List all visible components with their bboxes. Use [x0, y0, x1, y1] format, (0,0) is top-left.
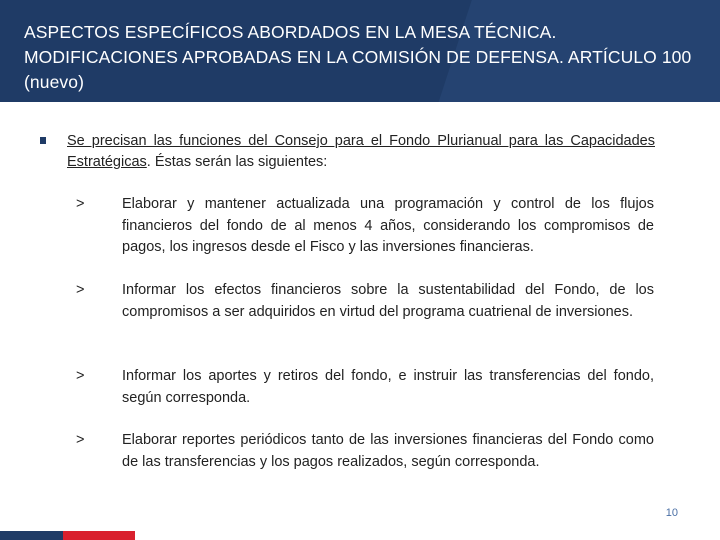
- chevron-right-icon: >: [76, 432, 85, 448]
- slide-title: [24, 20, 714, 95]
- list-item-text: Elaborar y mantener actualizada una programación y control de los flujos financieros del fondo de al menos 4 años, considerando los compromisos de pagos, los ingresos desde el Fisco y las inversiones financieras.: [122, 196, 654, 255]
- intro-bullet: [40, 131, 655, 173]
- list-item-text: Elaborar reportes periódicos tanto de las inversiones financieras del Fondo como de las transferencias y los pagos realizados, según corresponda.: [122, 432, 654, 470]
- list-item-text: Informar los efectos financieros sobre la sustentabilidad del Fondo, de los compromisos a ser adquiridos en virtud del programa cuatrienal de inversiones.: [122, 282, 654, 320]
- footer-blue-bar: [0, 531, 63, 540]
- chevron-right-icon: >: [76, 196, 85, 212]
- slide-title-main: ASPECTOS ESPECÍFICOS ABORDADOS EN LA MESA TÉCNICA. MODIFICACIONES APROBADAS EN LA COMISIÓN DE DEFENSA. ARTÍCULO 100: [24, 22, 692, 67]
- square-bullet-icon: [40, 137, 46, 144]
- list-item-text: Informar los aportes y retiros del fondo, e instruir las transferencias del fondo, según corresponda.: [122, 368, 654, 406]
- list-item: [76, 280, 654, 323]
- intro-text: [40, 131, 655, 173]
- chevron-right-icon: >: [76, 368, 85, 384]
- slide-header: [0, 0, 720, 102]
- list-item: [76, 430, 654, 473]
- chevron-right-icon: >: [76, 282, 85, 298]
- page-number: 10: [665, 507, 678, 519]
- slide-title-suffix: (nuevo): [24, 72, 85, 92]
- list-item: [76, 366, 654, 409]
- intro-rest-text: . Éstas serán las siguientes:: [146, 154, 328, 170]
- intro-underlined-text: Se precisan las funciones del Consejo para el Fondo Plurianual para las Capacidades Estratégicas: [67, 133, 655, 170]
- list-item: [76, 194, 654, 259]
- footer-red-bar: [63, 531, 135, 540]
